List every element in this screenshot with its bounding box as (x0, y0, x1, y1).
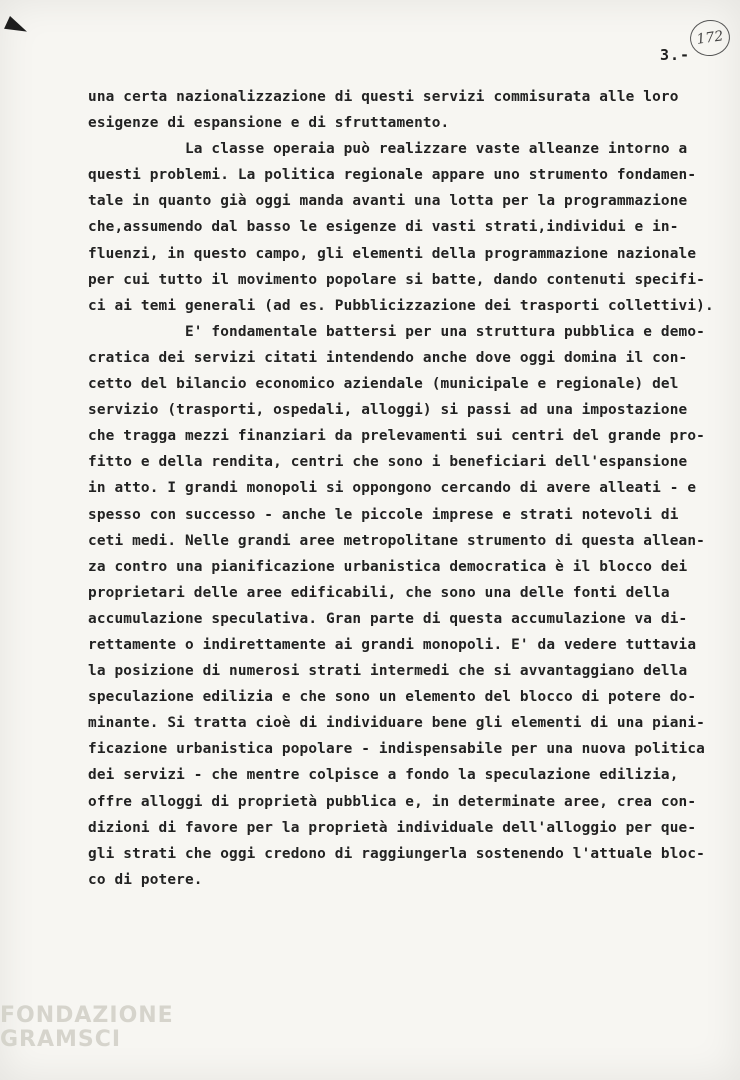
archive-watermark (0, 1004, 200, 1064)
text-line: spesso con successo - anche le piccole imprese e strati notevoli di (88, 506, 679, 523)
typed-text-body (88, 84, 718, 893)
text-line: che,assumendo dal basso le esigenze di vasti strati,individui e in- (88, 219, 679, 236)
text-line: una certa nazionalizzazione di questi servizi commisurata alle loro (88, 89, 679, 105)
text-line: minante. Si tratta cioè di individuare bene gli elementi di una piani- (88, 715, 705, 732)
text-line: co di potere. (88, 871, 203, 888)
text-line: cratica dei servizi citati intendendo anche dove oggi domina il con- (88, 349, 688, 366)
text-line: ci ai temi generali (ad es. Pubblicizzazione dei trasporti collettivi). (88, 297, 714, 314)
text-line: tale in quanto già oggi manda avanti una lotta per la programmazione (88, 193, 688, 210)
text-line: dei servizi - che mentre colpisce a fondo la speculazione edilizia, (88, 767, 679, 784)
page-number: 3.- (660, 46, 691, 64)
text-line: ceti medi. Nelle grandi aree metropolitane strumento di questa allean- (88, 532, 705, 549)
text-line: proprietari delle aree edificabili, che sono una delle fonti della (88, 584, 670, 601)
text-line: ficazione urbanistica popolare - indispensabile per una nuova politica (88, 741, 705, 758)
text-line: rettamente o indirettamente ai grandi monopoli. E' da vedere tuttavia (88, 636, 697, 653)
text-line: esigenze di espansione e di sfruttamento. (88, 115, 450, 132)
text-line: dizioni di favore per la proprietà individuale dell'alloggio per que- (88, 819, 697, 836)
text-line: accumulazione speculativa. Gran parte di questa accumulazione va di- (88, 610, 688, 627)
watermark-line-2: GRAMSCI (0, 1027, 122, 1052)
archive-stamp: 172 (688, 17, 733, 58)
text-line: fluenzi, in questo campo, gli elementi della programmazione nazionale (88, 245, 697, 262)
corner-arrow-mark (4, 16, 30, 38)
text-line: servizio (trasporti, ospedali, alloggi) si passi ad una impostazione (88, 402, 688, 419)
text-line: za contro una pianificazione urbanistica democratica è il blocco dei (88, 558, 688, 575)
text-line: che tragga mezzi finanziari da prelevamenti sui centri del grande pro- (88, 428, 705, 445)
text-line: la posizione di numerosi strati intermedi che si avvantaggiano della (88, 663, 688, 680)
text-line: questi problemi. La politica regionale appare uno strumento fondamen- (88, 167, 697, 184)
text-line: per cui tutto il movimento popolare si batte, dando contenuti specifi- (88, 271, 705, 288)
watermark-line-1: FONDAZIONE (0, 1003, 174, 1028)
text-line: cetto del bilancio economico aziendale (municipale e regionale) del (88, 376, 679, 393)
text-line: speculazione edilizia e che sono un elemento del blocco di potere do- (88, 689, 697, 706)
text-line: La classe operaia può realizzare vaste alleanze intorno a (88, 141, 688, 158)
text-line: fitto e della rendita, centri che sono i beneficiari dell'espansione (88, 454, 688, 471)
text-line: offre alloggi di proprietà pubblica e, in determinate aree, crea con- (88, 793, 697, 810)
text-line: gli strati che oggi credono di raggiungerla sostenendo l'attuale bloc- (88, 845, 705, 862)
text-line: E' fondamentale battersi per una struttura pubblica e demo- (88, 323, 705, 340)
text-line: in atto. I grandi monopoli si oppongono cercando di avere alleati - e (88, 480, 697, 497)
